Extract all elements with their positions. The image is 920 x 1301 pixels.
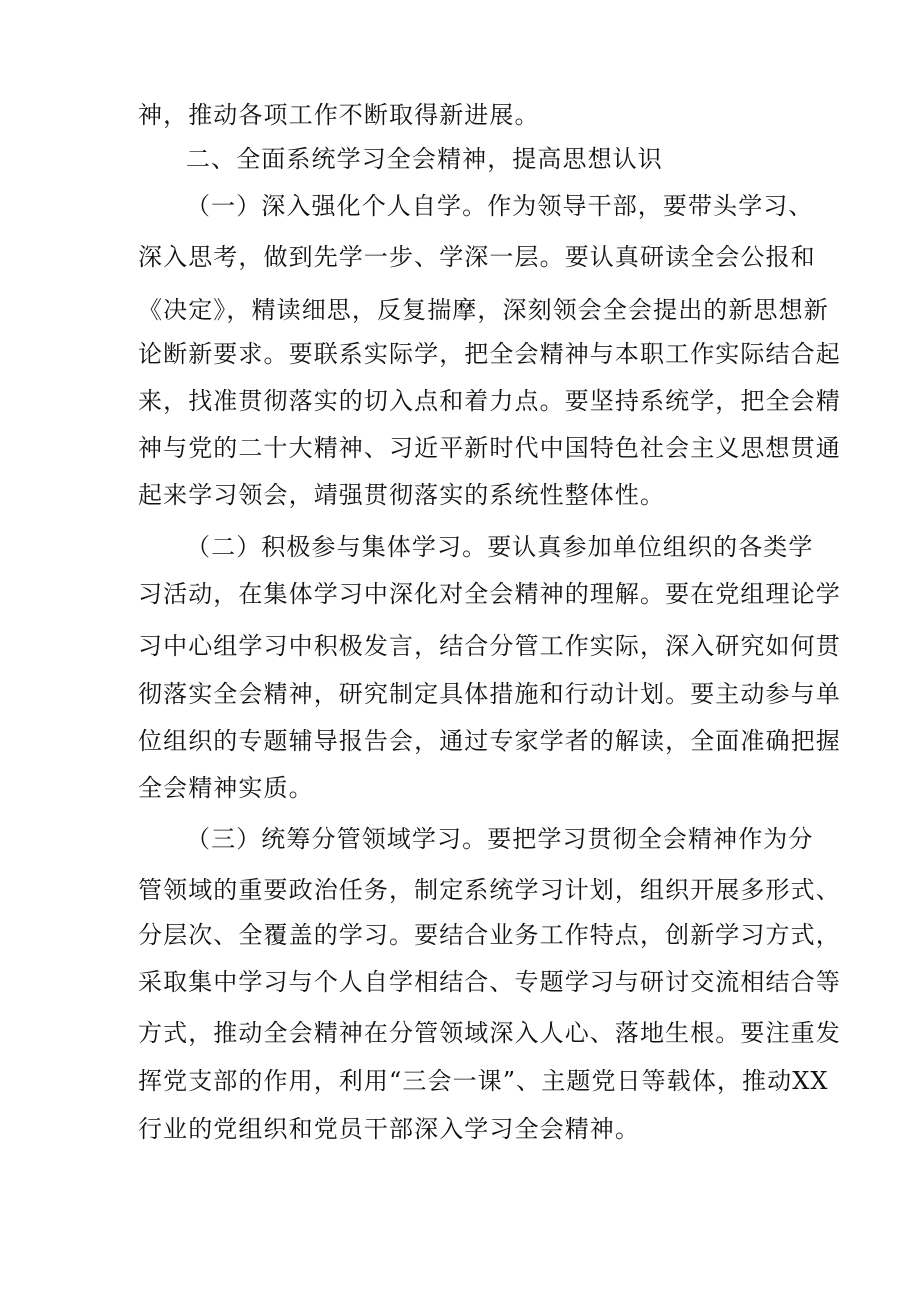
subsection-heading-2: （二）积极参与集体学习。要认真参加单位组织的各类学	[186, 533, 814, 561]
text-line-17: 管领域的重要政治任务，制定系统学习计划，组织开展多形式、	[138, 876, 841, 904]
text-line-13: 彻落实全会精神，研究制定具体措施和行动计划。要主动参与单	[138, 680, 841, 708]
text-line-11: 习活动，在集体学习中深化对全会精神的理解。要在党组理论学	[138, 580, 841, 608]
text-line-8: 神与党的二十大精神、习近平新时代中国特色社会主义思想贯通	[138, 434, 841, 462]
section-heading-2: 二、全面系统学习全会精神，提高思想认识	[186, 145, 663, 173]
text-line-7: 来，找准贯彻落实的切入点和着力点。要坚持系统学，把全会精	[138, 387, 841, 415]
text-line-4: 深入思考，做到先学一步、学深一层。要认真研读全会公报和	[138, 243, 816, 271]
text-line-15: 全会精神实质。	[138, 774, 314, 802]
text-line-18: 分层次、全覆盖的学习。要结合业务工作特点，创新学习方式，	[138, 921, 841, 949]
text-line-19: 采取集中学习与个人自学相结合、专题学习与研讨交流相结合等	[138, 968, 841, 996]
text-line-22: 行业的党组织和党员干部深入学习全会精神。	[138, 1115, 640, 1143]
text-line-1: 神，推动各项工作不断取得新进展。	[138, 101, 540, 129]
text-line-6: 论断新要求。要联系实际学，把全会精神与本职工作实际结合起	[138, 340, 841, 368]
text-line-20: 方式，推动全会精神在分管领域深入人心、落地生根。要注重发	[138, 1019, 841, 1047]
subsection-heading-3: （三）统筹分管领域学习。要把学习贯彻全会精神作为分	[186, 825, 814, 853]
text-line-21: 挥党支部的作用，利用“三会一课”、主题党日等载体，推动XX	[138, 1067, 829, 1095]
text-line-12: 习中心组学习中积极发言，结合分管工作实际，深入研究如何贯	[138, 632, 841, 660]
text-line-9: 起来学习领会，靖强贯彻落实的系统性整体性。	[138, 481, 666, 509]
text-line-14: 位组织的专题辅导报告会，通过专家学者的解读，全面准确把握	[138, 727, 841, 755]
subsection-heading-1: （一）深入强化个人自学。作为领导干部，要带头学习、	[186, 192, 814, 220]
text-line-5: 《决定》，精读细思，反复揣摩，深刻领会全会提出的新思想新	[138, 296, 829, 324]
